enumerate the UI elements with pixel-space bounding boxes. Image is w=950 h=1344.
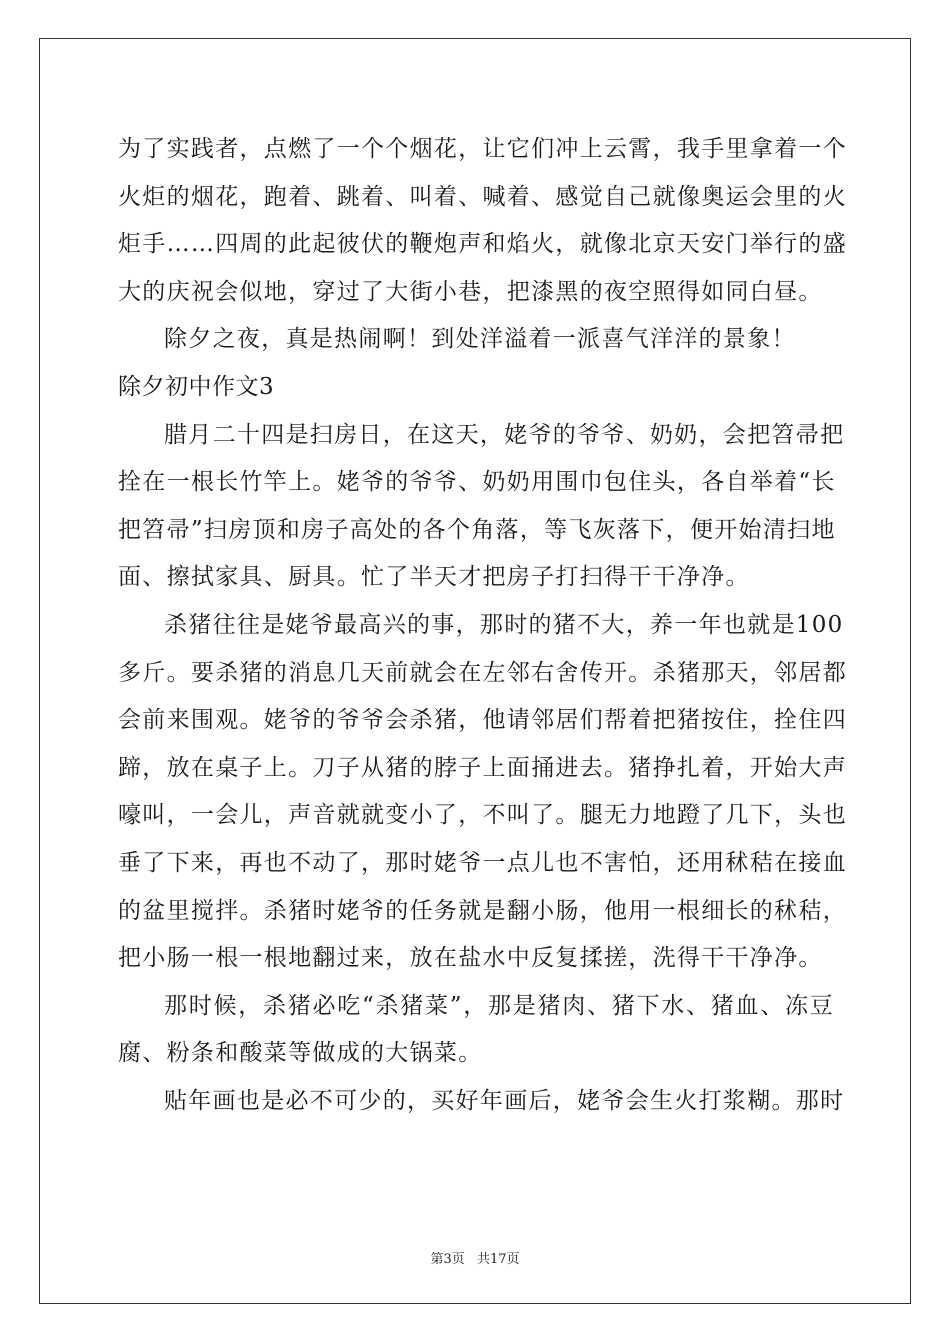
section-heading: 除夕初中作文3 [118,373,275,400]
text-line: 蹄，放在桌子上。刀子从猪的脖子上面捅进去。猪挣扎着，开始大声 [118,754,847,781]
text-line: 火炬的烟花，跑着、跳着、叫着、喊着、感觉自己就像奥运会里的火 [118,183,847,210]
text-line: 腐、粉条和酸菜等做成的大锅菜。 [118,1040,483,1067]
text-line: 大的庆祝会似地，穿过了大街小巷，把漆黑的夜空照得如同白昼。 [118,278,823,305]
text-line: 除夕之夜，真是热闹啊！到处洋溢着一派喜气洋洋的景象！ [164,326,796,353]
text-line: 多斤。要杀猪的消息几天前就会在左邻右舍传开。杀猪那天，邻居都 [118,659,847,686]
page-total: 共17页 [476,1252,520,1267]
page-footer [0,1248,950,1267]
text-line: 嚎叫，一会儿，声音就就变小了，不叫了。腿无力地蹬了几下，头也 [118,802,847,829]
text-line: 面、擦拭家具、厨具。忙了半天才把房子打扫得干干净净。 [118,564,750,591]
text-line: 会前来围观。姥爷的爷爷会杀猪，他请邻居们帮着把猪按住，拴住四 [118,707,847,734]
text-line: 炬手……四周的此起彼伏的鞭炮声和焰火，就像北京天安门举行的盛 [118,231,847,258]
text-line: 的盆里搅拌。杀猪时姥爷的任务就是翻小肠，他用一根细长的秫秸， [118,897,847,924]
text-line: 那时候，杀猪必吃“杀猪菜”，那是猪肉、猪下水、猪血、冻豆 [164,992,834,1019]
document-body [118,126,847,1125]
text-line: 把笤帚”扫房顶和房子高处的各个角落，等飞灰落下，便开始清扫地 [118,516,836,543]
text-line: 垂了下来，再也不动了，那时姥爷一点儿也不害怕，还用秫秸在接血 [118,849,847,876]
text-line: 腊月二十四是扫房日，在这天，姥爷的爷爷、奶奶，会把笤帚把 [164,421,845,448]
page-number: 第3页 [430,1252,465,1267]
text-line: 拴在一根长竹竿上。姥爷的爷爷、奶奶用围巾包住头，各自举着“长 [118,469,836,496]
text-line: 为了实践者，点燃了一个个烟花，让它们冲上云霄，我手里拿着一个 [118,136,847,162]
text-line: 贴年画也是必不可少的，买好年画后，姥爷会生火打浆糊。那时 [164,1087,845,1114]
text-line: 杀猪往往是姥爷最高兴的事，那时的猪不大，养一年也就是100 [164,611,844,638]
text-line: 把小肠一根一根地翻过来，放在盐水中反复揉搓，洗得干干净净。 [118,945,823,972]
